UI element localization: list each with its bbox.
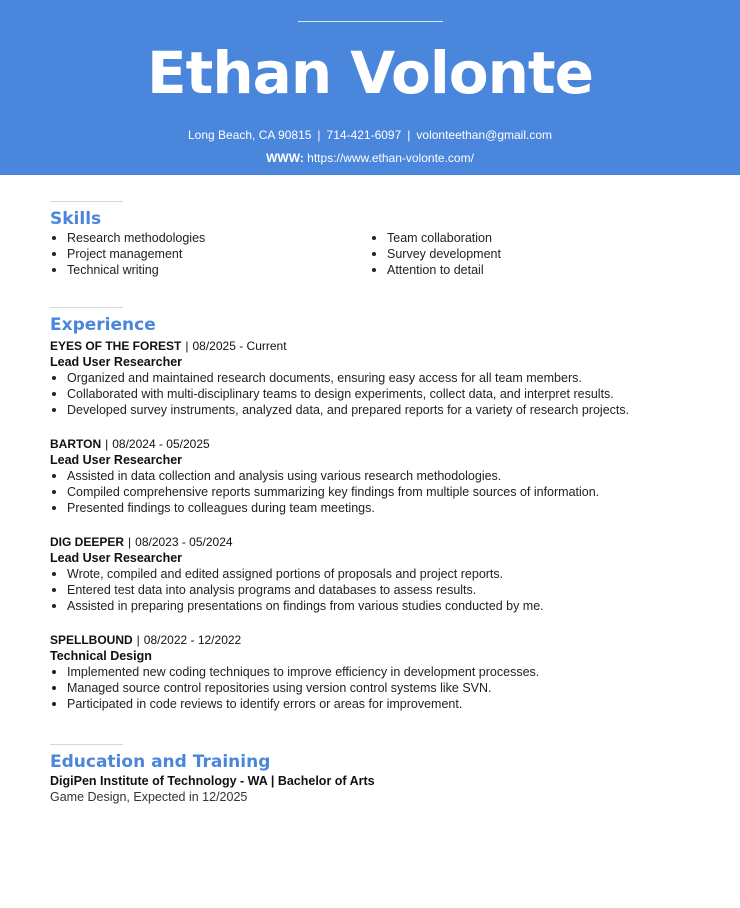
list-item: Wrote, compiled and edited assigned portions of proposals and project reports. bbox=[50, 566, 690, 582]
job-bullets bbox=[50, 664, 690, 712]
company-name: DIG DEEPER bbox=[50, 535, 125, 549]
skill-item: Team collaboration bbox=[370, 230, 690, 246]
job-bullets bbox=[50, 468, 690, 516]
list-item: Managed source control repositories using version control systems like SVN. bbox=[50, 680, 690, 696]
experience-heading: Experience bbox=[50, 315, 156, 335]
list-item: Entered test data into analysis programs and databases to assess results. bbox=[50, 582, 690, 598]
education-heading: Education and Training bbox=[50, 752, 271, 772]
skills-section bbox=[50, 201, 690, 278]
degree: Bachelor of Arts bbox=[277, 774, 375, 788]
job-title: Technical Design bbox=[50, 649, 152, 663]
job-dates: 08/2025 - Current bbox=[192, 339, 287, 353]
candidate-name: Ethan Volonte bbox=[147, 39, 593, 107]
job-dates: 08/2023 - 05/2024 bbox=[135, 535, 233, 549]
company-name: EYES OF THE FOREST bbox=[50, 339, 182, 353]
www-label: WWW: bbox=[266, 151, 304, 165]
skill-item: Attention to detail bbox=[370, 262, 690, 278]
company-name: BARTON bbox=[50, 437, 102, 451]
job-title: Lead User Researcher bbox=[50, 551, 183, 565]
list-item: Presented findings to colleagues during team meetings. bbox=[50, 500, 690, 516]
job-header: BARTON | 08/2024 - 05/2025 bbox=[50, 437, 210, 451]
contact-line bbox=[0, 127, 740, 143]
company-name: SPELLBOUND bbox=[50, 633, 133, 647]
skills-heading: Skills bbox=[50, 209, 102, 229]
job-entry bbox=[50, 436, 690, 516]
address: Long Beach, CA 90815 bbox=[187, 128, 312, 142]
skill-item: Survey development bbox=[370, 246, 690, 262]
list-item: Compiled comprehensive reports summarizing key findings from multiple sources of information. bbox=[50, 484, 690, 500]
job-header: SPELLBOUND | 08/2022 - 12/2022 bbox=[50, 633, 242, 647]
header-divider bbox=[298, 21, 443, 22]
list-item: Collaborated with multi-disciplinary teams to design experiments, collect data, and interpret results. bbox=[50, 386, 690, 402]
job-bullets bbox=[50, 566, 690, 614]
website-line bbox=[0, 150, 740, 166]
list-item: Assisted in preparing presentations on findings from various studies conducted by me. bbox=[50, 598, 690, 614]
list-item: Organized and maintained research documents, ensuring easy access for all team members. bbox=[50, 370, 690, 386]
job-bullets bbox=[50, 370, 690, 418]
header-banner bbox=[0, 0, 740, 175]
experience-section bbox=[50, 307, 690, 712]
job-header: DIG DEEPER | 08/2023 - 05/2024 bbox=[50, 535, 233, 549]
job-title: Lead User Researcher bbox=[50, 453, 183, 467]
separator: | bbox=[407, 128, 411, 142]
skills-list-left bbox=[50, 230, 370, 278]
skills-columns bbox=[50, 230, 690, 278]
website-link[interactable]: https://www.ethan-volonte.com/ bbox=[307, 151, 474, 165]
list-item: Assisted in data collection and analysis using various research methodologies. bbox=[50, 468, 690, 484]
job-entry bbox=[50, 338, 690, 418]
skill-item: Research methodologies bbox=[50, 230, 370, 246]
section-rule bbox=[50, 201, 123, 202]
job-entry bbox=[50, 534, 690, 614]
job-dates: 08/2024 - 05/2025 bbox=[112, 437, 210, 451]
job-dates: 08/2022 - 12/2022 bbox=[143, 633, 242, 647]
education-detail: Game Design, Expected in 12/2025 bbox=[50, 790, 248, 804]
school-name: DigiPen Institute of Technology - WA bbox=[50, 774, 268, 788]
skill-item: Project management bbox=[50, 246, 370, 262]
job-title: Lead User Researcher bbox=[50, 355, 183, 369]
list-item: Participated in code reviews to identify errors or areas for improvement. bbox=[50, 696, 690, 712]
list-item: Developed survey instruments, analyzed data, and prepared reports for a variety of research projects. bbox=[50, 402, 690, 418]
list-item: Implemented new coding techniques to improve efficiency in development processes. bbox=[50, 664, 690, 680]
skill-item: Technical writing bbox=[50, 262, 370, 278]
education-section bbox=[50, 744, 690, 805]
phone[interactable]: 714-421-6097 bbox=[326, 128, 402, 142]
section-rule bbox=[50, 307, 123, 308]
job-header: EYES OF THE FOREST | 08/2025 - Current bbox=[50, 339, 287, 353]
separator: | bbox=[317, 128, 321, 142]
section-rule bbox=[50, 744, 123, 745]
email-link[interactable]: volonteethan@gmail.com bbox=[416, 128, 552, 142]
job-entry bbox=[50, 632, 690, 712]
skills-list-right bbox=[370, 230, 690, 278]
education-school-line: DigiPen Institute of Technology - WA | Bachelor of Arts bbox=[50, 774, 375, 788]
